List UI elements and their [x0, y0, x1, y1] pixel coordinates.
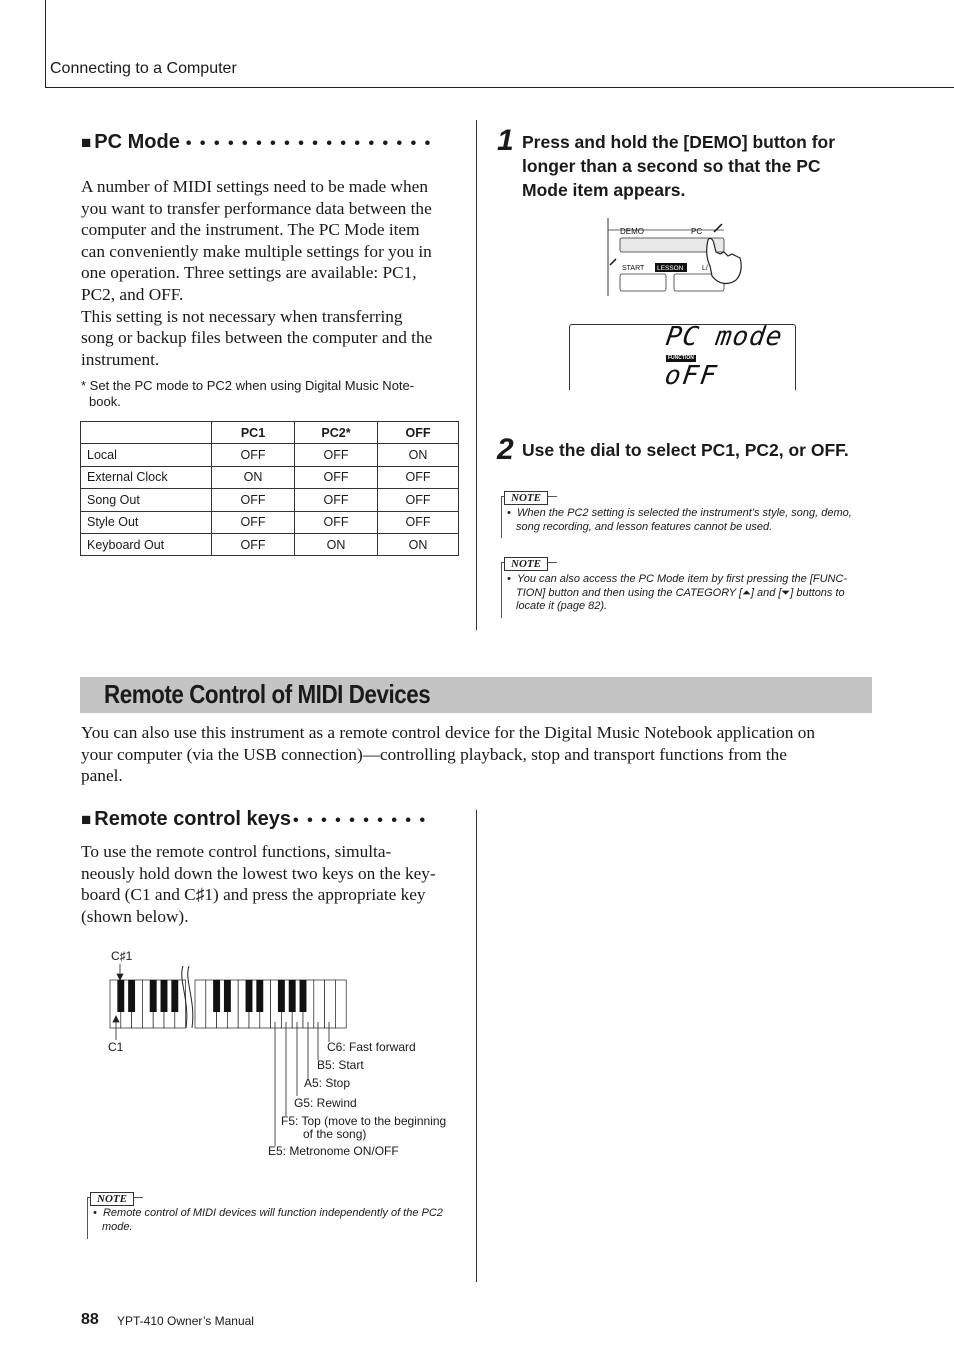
table-cell: Song Out [81, 489, 212, 511]
black-key [150, 980, 157, 1012]
table-cell: OFF [295, 511, 378, 533]
table-cell: Keyboard Out [81, 533, 212, 555]
text-line: board (C1 and C♯1) and press the appropriate key [81, 885, 426, 905]
manual-title: YPT-410 Owner’s Manual [117, 1314, 254, 1328]
leader-dots: • • • • • • • • • • [293, 812, 428, 829]
column-divider [476, 120, 477, 630]
table-cell: OFF [212, 489, 295, 511]
step-1-number: 1 [497, 124, 514, 157]
text-line: F5: Top (move to the beginning [281, 1114, 447, 1128]
text-line: Remote control of MIDI devices will function independently of the PC2 [102, 1207, 443, 1219]
demo-label: DEMO [620, 227, 644, 236]
table-cell: Local [81, 444, 212, 466]
table-cell: ON [212, 466, 295, 488]
pc-mode-footnote [81, 378, 414, 410]
key-label-c6: C6: Fast forward [327, 1040, 416, 1054]
white-key [195, 980, 206, 1028]
text-line: A number of MIDI settings need to be made when [81, 177, 428, 196]
table-cell: External Clock [81, 466, 212, 488]
text-line: Press and hold the [DEMO] button for [522, 132, 836, 152]
text-line: You can also access the PC Mode item by first pressing the [FUNC- [516, 573, 848, 585]
text-line: of the song) [303, 1127, 367, 1141]
text-line: one operation. Three settings are available: PC1, [81, 263, 417, 283]
keyboard-keys [110, 980, 346, 1028]
black-key [161, 980, 168, 1012]
black-key [246, 980, 253, 1012]
table-header-cell: PC1 [212, 422, 295, 444]
note-tag: NOTE [90, 1192, 134, 1206]
text-line: can conveniently make multiple settings for you in [81, 241, 432, 261]
text-line: mode. [102, 1220, 133, 1233]
pc-mode-paragraph-1 [81, 176, 432, 370]
pc-mode-heading-text: PC Mode [94, 131, 180, 153]
note-tag: NOTE [504, 491, 548, 505]
black-key [128, 980, 135, 1012]
key-label-c1: C1 [108, 1040, 124, 1054]
text-line: panel. [81, 766, 123, 786]
text-line: Mode item appears. [522, 180, 686, 200]
note-3-text: • Remote control of MIDI devices will function independently of the PC2 mode. [93, 1207, 443, 1233]
pc-label: PC [691, 227, 703, 236]
key-label-g5: G5: Rewind [294, 1096, 357, 1110]
text-line: song or backup files between the computer and the [81, 328, 433, 348]
white-key [325, 980, 336, 1028]
text-line: book. [89, 394, 121, 409]
table-cell: ON [295, 533, 378, 555]
table-cell: OFF [295, 444, 378, 466]
text-fragment: TION] button and then using the CATEGORY [ [516, 586, 743, 599]
text-fragment: ] and [ [750, 586, 782, 599]
white-key [314, 980, 325, 1028]
function-indicator: FUNCTION [668, 355, 694, 361]
table-header-cell [81, 422, 212, 444]
table-cell: OFF [295, 466, 378, 488]
page-number: 88 [81, 1311, 99, 1328]
black-key [117, 980, 124, 1012]
header-horizontal-rule [45, 87, 954, 88]
table-cell: ON [378, 444, 459, 466]
pc-mode-settings-table [80, 421, 459, 556]
black-key [171, 980, 178, 1012]
start-label: START [622, 265, 645, 272]
table-row [81, 533, 459, 555]
text-line: * Set the PC mode to PC2 when using Digital Music Note- [81, 378, 415, 393]
note-rule [501, 562, 502, 618]
white-key [335, 980, 346, 1028]
section-banner-title: Remote Control of MIDI Devices [104, 679, 431, 709]
header-vertical-rule [45, 0, 46, 87]
key-label-e5: E5: Metronome ON/OFF [268, 1144, 399, 1158]
table-cell: OFF [378, 466, 459, 488]
table-cell: ON [378, 533, 459, 555]
running-header: Connecting to a Computer [50, 60, 237, 77]
text-line: computer and the instrument. The PC Mode item [81, 220, 420, 240]
remote-keys-paragraph [81, 841, 436, 927]
black-key [213, 980, 220, 1012]
table-cell: OFF [212, 511, 295, 533]
key-label-a5: A5: Stop [304, 1076, 351, 1090]
lcd-line-1: PC mode [663, 322, 785, 352]
text-line: locate it (page 82). [516, 600, 608, 612]
table-cell: OFF [212, 444, 295, 466]
text-line: PC2, and OFF. [81, 284, 184, 304]
text-line: When the PC2 setting is selected the instrument’s style, song, demo, [516, 507, 852, 519]
key-label-f5 [281, 1114, 446, 1141]
lesson-start-button[interactable] [620, 274, 666, 291]
table-cell: OFF [212, 533, 295, 555]
text-line: (shown below). [81, 906, 189, 926]
text-line: you want to transfer performance data between the [81, 198, 432, 218]
remote-intro [81, 722, 815, 787]
keyboard-break-mark [188, 966, 193, 1028]
step-2-number: 2 [497, 433, 514, 466]
table-cell: Style Out [81, 511, 212, 533]
table-cell: OFF [295, 489, 378, 511]
category-down-icon: ⏷ [781, 586, 791, 599]
pencil-icon [714, 224, 722, 232]
text-line: neously hold down the lowest two keys on the key- [81, 863, 436, 883]
text-line: This setting is not necessary when transferring [81, 306, 403, 326]
square-bullet-icon: ■ [81, 810, 92, 829]
note-tag: NOTE [504, 557, 548, 571]
pencil-icon [610, 259, 616, 265]
black-key [278, 980, 285, 1012]
panel-illustration [600, 218, 750, 298]
note-rule [501, 496, 502, 538]
table-header-cell: OFF [378, 422, 459, 444]
table-cell: OFF [378, 511, 459, 533]
text-line: song recording, and lesson features cannot be used. [516, 520, 773, 533]
table-row [81, 511, 459, 533]
text-line: your computer (via the USB connection)—controlling playback, stop and transport functions from the [81, 744, 787, 764]
square-bullet-icon: ■ [81, 133, 92, 152]
remote-keys-heading [81, 808, 427, 831]
column-divider [476, 810, 477, 1282]
lesson-label: LESSON [657, 265, 684, 272]
text-line: You can also use this instrument as a remote control device for the Digital Music Notebook application on [81, 723, 815, 742]
table-row [81, 466, 459, 488]
text-line: instrument. [81, 349, 160, 369]
key-label-b5: B5: Start [317, 1058, 364, 1072]
category-up-icon: ⏶ [742, 586, 751, 599]
text-line: longer than a second so that the PC [522, 156, 821, 176]
black-key [289, 980, 296, 1012]
key-label-cs1: C♯1 [111, 949, 133, 963]
table-cell: OFF [378, 489, 459, 511]
text-fragment: ] buttons to [790, 586, 845, 599]
note-1-text: • When the PC2 setting is selected the instrument’s style, song, demo, song recording, and lesson features cannot be used. [507, 507, 852, 533]
note-2-text: • You can also access the PC Mode item by first pressing the [FUNC- TION] button and then using the CATEGORY [⏶] and [⏷] buttons to locate it (page 82). [507, 573, 848, 612]
step-1-text [522, 130, 835, 202]
lr-label: L/ [702, 265, 708, 272]
note-rule [87, 1197, 88, 1239]
table-row [81, 444, 459, 466]
step-2-text: Use the dial to select PC1, PC2, or OFF. [522, 440, 849, 460]
table-row [81, 489, 459, 511]
black-key [224, 980, 231, 1012]
lcd-line-2: oFF [662, 361, 721, 391]
table-header-row [81, 422, 459, 444]
black-key [256, 980, 263, 1012]
table-header-cell: PC2* [295, 422, 378, 444]
black-key [300, 980, 307, 1012]
pc-mode-heading [81, 131, 432, 154]
remote-keys-heading-text: Remote control keys [94, 808, 292, 830]
text-line: To use the remote control functions, simulta- [81, 842, 392, 861]
leader-dots: • • • • • • • • • • • • • • • • • • [185, 135, 433, 152]
